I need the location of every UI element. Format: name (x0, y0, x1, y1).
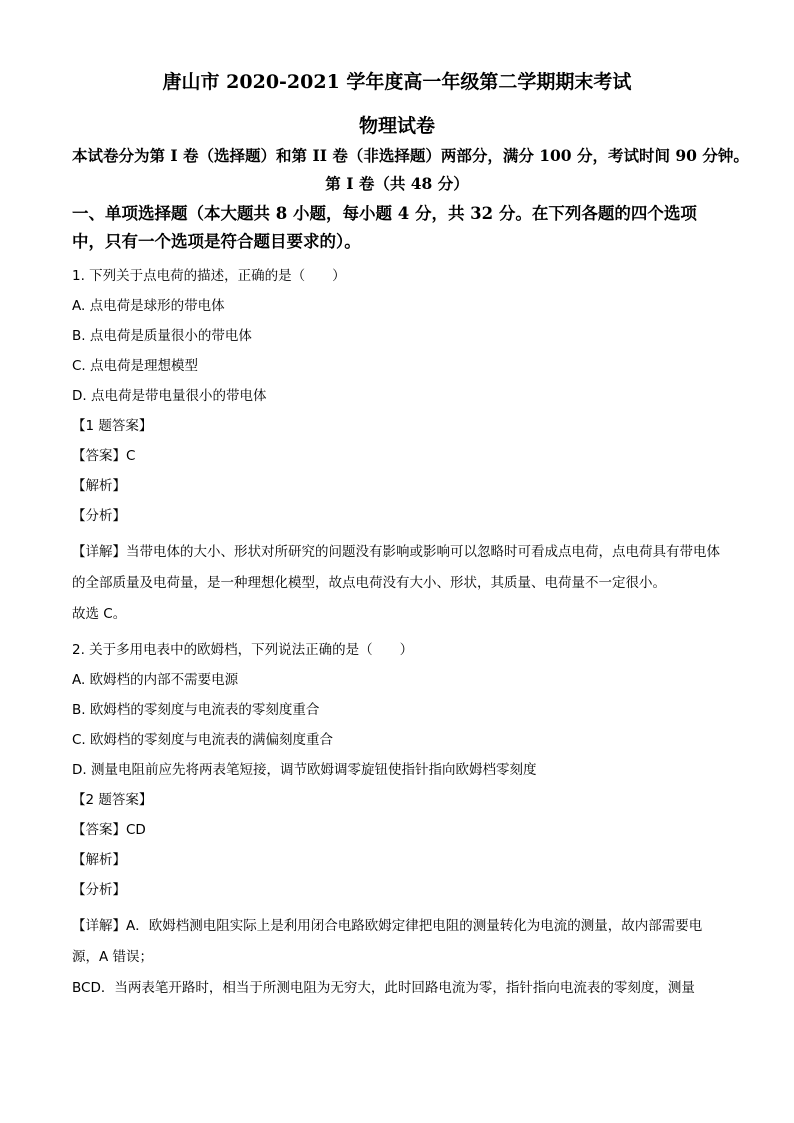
question-1-detail: 【详解】当带电体的大小、形状对所研究的问题没有影响或影响可以忽略时可看成点电荷，点电荷具有带电体的全部质量及电荷量，是一种理想化模型，故点电荷没有大小、形状，其质量、电荷量不一定很小。 (72, 544, 720, 591)
question-2-option-b: B. 欧姆档的零刻度与电流表的零刻度重合 (72, 702, 320, 718)
question-1-option-b: B. 点电荷是质量很小的带电体 (72, 328, 252, 344)
question-1-answer: 【答案】C (72, 448, 136, 464)
question-1-option-a: A. 点电荷是球形的带电体 (72, 298, 225, 314)
exam-intro: 本试卷分为第 I 卷（选择题）和第 II 卷（非选择题）两部分，满分 100 分，考试时间 90 分钟。 (72, 146, 749, 165)
exam-title: 唐山市 2020-2021 学年度高一年级第二学期期末考试 (162, 71, 632, 93)
question-2-detail-continued: BCD．当两表笔开路时，相当于所测电阻为无穷大，此时回路电流为零，指针指向电流表的零刻度，测量 (72, 980, 695, 996)
question-2-answer: 【答案】CD (72, 822, 146, 838)
question-2-detail: 【详解】A．欧姆档测电阻实际上是利用闭合电路欧姆定律把电阻的测量转化为电流的测量，故内部需要电源，A 错误； (72, 918, 703, 965)
question-2-option-d: D. 测量电阻前应先将两表笔短接，调节欧姆调零旋钮使指针指向欧姆档零刻度 (72, 762, 537, 778)
question-1-analysis-tag: 【解析】 (72, 478, 126, 494)
question-2-stem: 2. 关于多用电表中的欧姆档，下列说法正确的是（ ） (72, 642, 414, 658)
question-1-stem: 1. 下列关于点电荷的描述，正确的是（ ） (72, 268, 346, 284)
question-1-option-d: D. 点电荷是带电量很小的带电体 (72, 388, 267, 404)
question-1-option-c: C. 点电荷是理想模型 (72, 358, 199, 374)
exam-subtitle: 物理试卷 (358, 115, 435, 137)
question-1-conclusion: 故选 C。 (72, 606, 127, 622)
question-2-option-c: C. 欧姆档的零刻度与电流表的满偏刻度重合 (72, 732, 334, 748)
question-2-fenxi-tag: 【分析】 (72, 882, 126, 898)
question-1-fenxi-tag: 【分析】 (72, 508, 126, 524)
question-2-option-a: A. 欧姆档的内部不需要电源 (72, 672, 239, 688)
question-1-answer-tag: 【1 题答案】 (72, 418, 153, 434)
section-heading: 一、单项选择题（本大题共 8 小题，每小题 4 分，共 32 分。在下列各题的四个选项中，只有一个选项是符合题目要求的）。 (72, 204, 697, 251)
question-2-analysis-tag: 【解析】 (72, 852, 126, 868)
part-title: 第 I 卷（共 48 分） (325, 174, 469, 193)
question-2-answer-tag: 【2 题答案】 (72, 792, 153, 808)
